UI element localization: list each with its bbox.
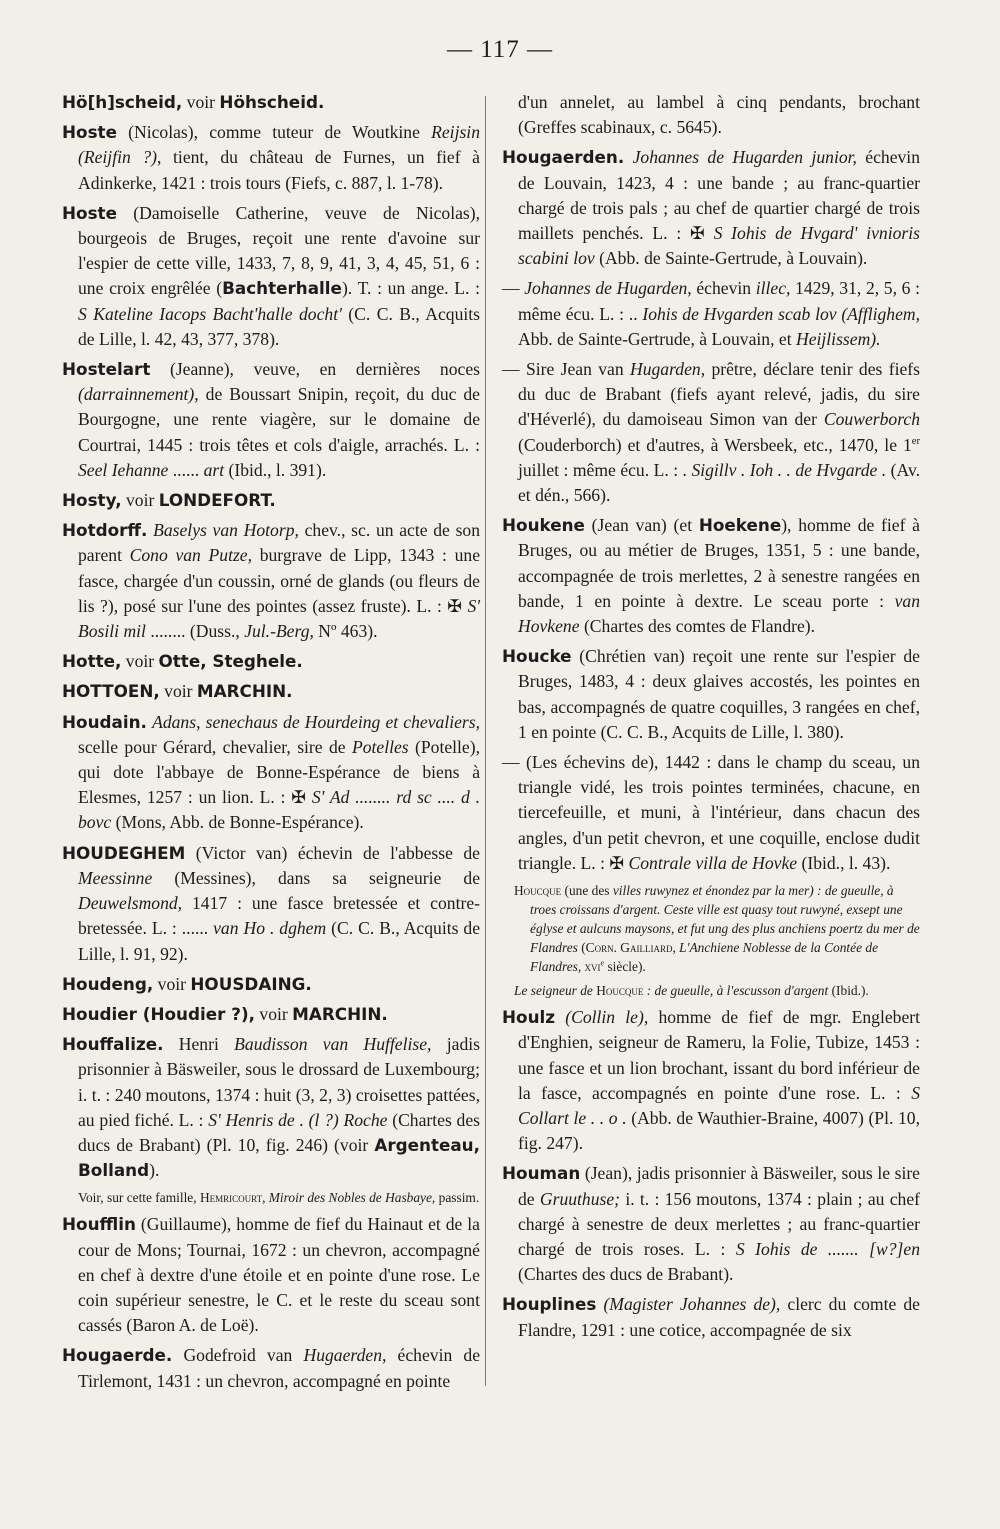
left-column [62,90,480,1399]
right-column [502,90,920,1348]
entry-houlz: Houlz (Collin le), homme de fief de mgr. Englebert d'Enghien, seigneur de Rameru, la Folie, Tubize, 1453 : une fasce et un lion brochant, issant du bord inférieur de la fasce, accompagnés en pointe d'une rose. L. : S Collart le . . o . (Abb. de Wauthier-Braine, 4007) (Pl. 10, fig. 247). [502,1007,920,1154]
entry-houkene: Houkene (Jean van) (et Hoekene), homme de fief à Bruges, ou au métier de Bruges, 1351, 5 : une bande, accompagnée de trois merlettes, 2 à senestre rangées en bande, 1 en pointe à dextre. Le sceau porte : van Hovkene (Chartes des comtes de Flandre). [502,515,920,637]
note-hemricourt: Voir, sur cette famille, Hemricourt, Miroir des Nobles de Hasbaye, passim. [78,1190,480,1206]
entry-houcke-echevins: — (Les échevins de), 1442 : dans le champ du sceau, un triangle vidé, les trois pointes terminées, chacune, en tiercefeuille, et muni, à l'intérieur, dans chacun des angles, d'un petit chevron, et une coquille, enclose dudit triangle. L. : ✠ Contrale villa de Hovke (Ibid., l. 43). [502,752,920,873]
entry-hougaerden-3: — Sire Jean van Hugarden, prêtre, déclare tenir des fiefs du duc de Brabant (fiefs ayant relevé, jadis, du sire d'Héverlé), du damoiseau Simon van der Couwerborch (Couderborch) et d'autres, à Wersbeek, etc., 1470, le 1er juillet : même écu. L. : . Sigillv . Ioh . . de Hvgarde . (Av. et dén., 566). [502,359,920,506]
entry-houdeghem: HOUDEGHEM (Victor van) échevin de l'abbesse de Meessinne (Messines), dans sa seigneurie de Deuwelsmond, 1417 : une fasce bretessée et contre-bretessée. L. : ...... van Ho . dghem (C. C. B., Acquits de Lille, l. 91, 92). [62,842,481,964]
note-houcque: Houcque (une des villes ruwynez et énondez par la mer) : de gueulle, à troes croissans d'argent. Ceste ville est quasy tout ruwyné, exsept une églyse et aulcuns maysons, et fut ung des plus anchiens poertz du mer de Flandres (Corn. Gailliard, L'Anchiene Noblesse de la Contée de Flandres, xvi$^e$ siècle). [514,883,920,975]
entry-hoste-nicolas: Hoste (Nicolas), comme tuteur de Woutkine Reijsin (Reijfin ?), tient, du château de Furnes, un fief à Adinkerke, 1421 : trois tours (Fiefs, c. 887, l. 1-78). [62,122,480,193]
entry-hotte: Hotte, voir Otte, Steghele. [62,651,303,672]
entry-hougaerden-2: — Johannes de Hugarden, échevin illec, 1429, 31, 2, 5, 6 : même écu. L. : .. Iohis de Hvgarden scab lov (Afflighem, Abb. de Sainte-Gertrude, à Louvain, et Heijlissem). [502,278,920,349]
entry-hosty: Hosty, voir LONDEFORT. [62,490,276,511]
entry-houffalize: Houffalize. Henri Baudisson van Huffelise, jadis prisonnier à Bäsweiler, sous le drossard de Luxembourg; i. t. : 240 moutons, 1374 : huit (3, 2, 3) croisettes pattées, au pied fiché. L. : S' Henris de . (l ?) Roche (Chartes des ducs de Brabant) (Pl. 10, fig. 246) (voir Argenteau, Bolland). [62,1034,481,1181]
entry-hohscheid: Hö[h]scheid, voir Höhscheid. [62,92,325,112]
entry-houman: Houman (Jean), jadis prisonnier à Bäsweiler, sous le sire de Gruuthuse; i. t. : 156 moutons, 1374 : plain ; au chef chargé à senestre de deux merlettes ; au franc-quartier chargé de trois roses. L. : S Iohis de ....... [w?]en (Chartes des ducs de Brabant). [502,1163,920,1285]
entry-houdain: Houdain. Adans, senechaus de Hourdeing et chevaliers, scelle pour Gérard, chevalier, sire de Potelles (Potelle), qui dote l'abbaye de Bonne-Espérance de biens à Elesmes, 1257 : un lion. L. : ✠ S' Ad ........ rd sc .... d . bovc (Mons, Abb. de Bonne-Espérance). [62,711,481,833]
entry-hoste-catherine: Hoste (Damoiselle Catherine, veuve de Nicolas), bourgeois de Bruges, reçoit une rente d'avoine sur l'espier de cette ville, 1433, 7, 8, 9, 41, 3, 4, 45, 51, 6 : une croix engrêlée (Bachterhalle). T. : un ange. L. : S Kateline Iacops Bacht'halle docht' (C. C. B., Acquits de Lille, l. 42, 43, 377, 378). [62,202,481,349]
entry-houplines: Houplines (Magister Johannes de), clerc du comte de Flandre, 1291 : une cotice, accompagnée de six [502,1294,920,1340]
note-seigneur-houcque: Le seigneur de Houcque : de gueulle, à l'escusson d'argent (Ibid.). [514,983,869,999]
entry-houdeng: Houdeng, voir HOUSDAING. [62,973,312,994]
entry-hotdorff: Hotdorff. Baselys van Hotorp, chev., sc. un acte de son parent Cono van Putze, burgrave de Lipp, 1343 : une fasce, chargée d'un coussin, orné de glands (ou fleurs de lis ?), posé sur l'une des pointes (assez fruste). L. : ✠ S' Bosili mil ........ (Duss., Jul.-Berg, Nº 463). [62,520,481,642]
column-divider [485,96,486,1386]
entry-hougaerden: Hougaerden. Johannes de Hugarden junior, échevin de Louvain, 1423, 4 : une bande ; au franc-quartier chargé de trois pals ; au chef de quartier chargé de trois maillets penchés. L. : ✠ S Iohis de Hvgard' ivnioris scabini lov (Abb. de Sainte-Gertrude, à Louvain). [502,147,920,269]
entry-hougaerde: Hougaerde. Godefroid van Hugaerden, échevin de Tirlemont, 1431 : un chevron, accompagné en pointe [62,1345,481,1391]
page-number: — 117 — [446,36,554,63]
entry-houfflin: Houfflin (Guillaume), homme de fief du Hainaut et de la cour de Mons; Tournai, 1672 : un chevron, accompagné en chef à dextre d'une étoile et en pointe d'une rose. Le coin supérieur senestre, le C. et le reste du sceau sont cassés (Baron A. de Loë). [62,1214,480,1336]
entry-hottoen: HOTTOEN, voir MARCHIN. [62,681,293,702]
entry-houcke: Houcke (Chrétien van) reçoit une rente sur l'espier de Bruges, 1483, 4 : deux glaives accostés, les pointes en bas, accompagnés de quatre coquilles, 3 rangées en chef, 1 en pointe (C. C. B., Acquits de Lille, l. 380). [502,646,920,742]
entry-hostelart: Hostelart (Jeanne), veuve, en dernières noces (darrainnement), de Boussart Snipin, reçoit, du duc de Bourgogne, une rente viagère, sur le domaine de Courtrai, 1445 : trois têtes et cols d'aigle, arrachés. L. : Seel Iehanne ...... art (Ibid., l. 391). [62,359,480,480]
entry-houdier: Houdier (Houdier ?), voir MARCHIN. [62,1003,388,1024]
entry-continuation: d'un annelet, au lambel à cinq pendants, brochant (Greffes scabinaux, c. 5645). [518,92,920,138]
